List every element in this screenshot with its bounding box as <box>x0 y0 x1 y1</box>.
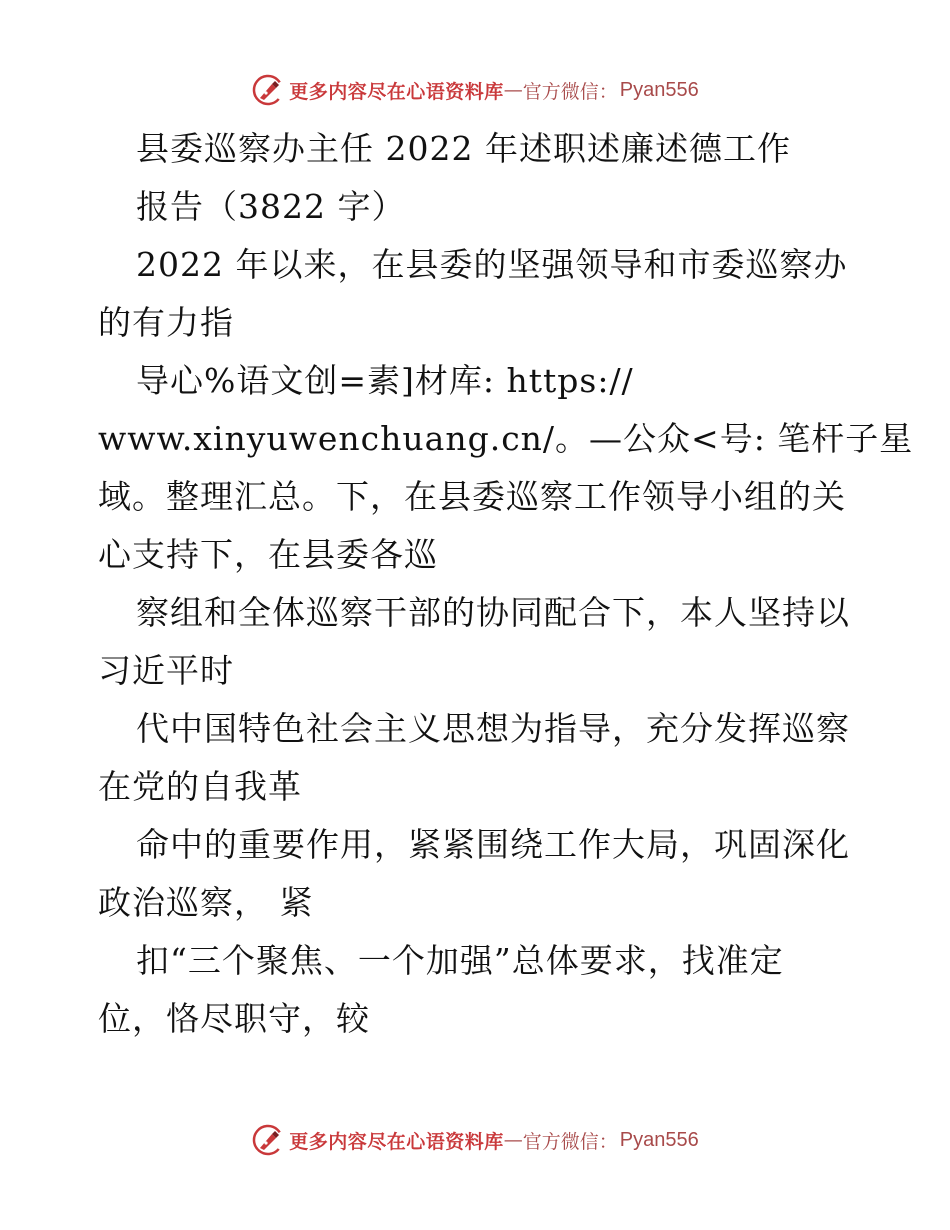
paragraph-line: 2022 年以来，在县委的坚强领导和市委巡察办 <box>136 245 848 284</box>
footer-banner <box>0 1120 950 1160</box>
paragraph-line: www.xinyuwenchuang.cn/。—公众<号: 笔杆子星 <box>98 419 914 458</box>
header-banner <box>0 70 950 110</box>
banner-wechat-id: Pyan556 <box>619 1128 699 1151</box>
pen-nib-logo-icon <box>251 1123 285 1157</box>
title-line: 报告（3822 字） <box>136 187 406 226</box>
banner-separator: — <box>503 1129 523 1151</box>
banner-text: 更多内容尽在心语资料库 <box>289 1130 504 1153</box>
paragraph-line: 习近平时 <box>98 651 234 690</box>
document-body <box>98 120 914 1048</box>
paragraph-line: 的有力指 <box>98 303 234 342</box>
paragraph-line: 位，恪尽职守，较 <box>98 999 370 1038</box>
paragraph-line: 政治巡察， 紧 <box>98 883 314 922</box>
paragraph-line: 导心%语文创=素]材库: https:// <box>136 361 634 400</box>
banner-wechat-label: 官方微信： <box>522 1130 618 1153</box>
paragraph-line: 察组和全体巡察干部的协同配合下，本人坚持以 <box>136 593 850 632</box>
paragraph-line: 命中的重要作用，紧紧围绕工作大局，巩固深化 <box>136 825 850 864</box>
banner-wechat-id: Pyan556 <box>619 78 699 101</box>
title-line: 县委巡察办主任 2022 年述职述廉述德工作 <box>136 129 791 168</box>
paragraph-line: 代中国特色社会主义思想为指导，充分发挥巡察 <box>136 709 850 748</box>
paragraph-line: 在党的自我革 <box>98 767 302 806</box>
banner-wechat-label: 官方微信： <box>522 80 618 103</box>
pen-nib-logo-icon <box>251 73 285 107</box>
paragraph-line: 域。整理汇总。下，在县委巡察工作领导小组的关 <box>98 477 846 516</box>
paragraph-line: 扣“三个聚焦、一个加强”总体要求，找准定 <box>136 941 784 980</box>
banner-separator: — <box>503 79 523 101</box>
banner-text: 更多内容尽在心语资料库 <box>289 80 504 103</box>
paragraph-line: 心支持下，在县委各巡 <box>98 535 438 574</box>
